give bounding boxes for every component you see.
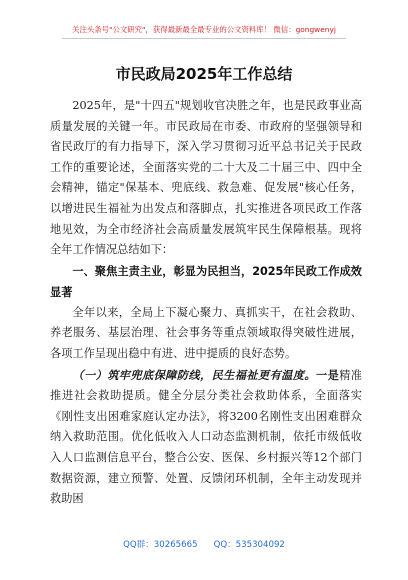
subsection-1-text: 精准推进社会救助提质。健全分层分类社会救助体系，全面落实《刚性支出困难家庭认定办法》，将3200名刚性支出困难群众纳入救助范围。优化低收入人口动态监测机制，依托市级低收入人口监测信息平台，整合公安、医保、乡村振兴等12个部门数据资源，建立预警、处置、反馈闭环机制，全年主动发现并救助困 bbox=[50, 368, 362, 506]
document-body bbox=[50, 96, 362, 510]
header-divider bbox=[62, 38, 346, 39]
subsection-lead: 一是 bbox=[315, 367, 340, 382]
intro-paragraph: 2025年，是"十四五"规划收官决胜之年，也是民政事业高质量发展的关键一年。市民政局在市委、市政府的坚强领导和省民政厅的有力指导下，深入学习贯彻习近平总书记关于民政工作的重要论述，全面落实党的二十大及二十届三中、四中全会精神，锚定"保基本、兜底线、救急难、促发展"核心任务，以增进民生福祉为出发点和落脚点，扎实推进各项民政工作落地见效，为全市经济社会高质量发展筑牢民生保障根基。现将全年工作情况总结如下： bbox=[50, 99, 362, 257]
subsection-1-paragraph bbox=[50, 365, 362, 510]
header-banner: 关注头条号"公文研究"，获得最新最全最专业的公文资料库！ 微信：gongwenyj bbox=[72, 25, 336, 34]
section-heading-1: 一、聚焦主责主业，彰显为民担当，2025年民政工作成效显著 bbox=[50, 264, 362, 299]
footer-qq-group: QQ群：30265665 bbox=[123, 540, 198, 550]
subsection-heading-1: （一）筑牢兜底保障防线，民生福祉更有温度。 bbox=[72, 367, 316, 382]
footer-contact bbox=[0, 538, 408, 550]
page-title: 市民政局2025年工作总结 bbox=[115, 65, 293, 83]
section-1-paragraph: 全年以来，全局上下凝心聚力、真抓实干，在社会救助、养老服务、基层治理、社会事务等重点领域取得突破性进展，各项工作呈现出稳中有进、进中提质的良好态势。 bbox=[50, 305, 362, 360]
footer-qq: QQ：535304092 bbox=[213, 540, 285, 550]
